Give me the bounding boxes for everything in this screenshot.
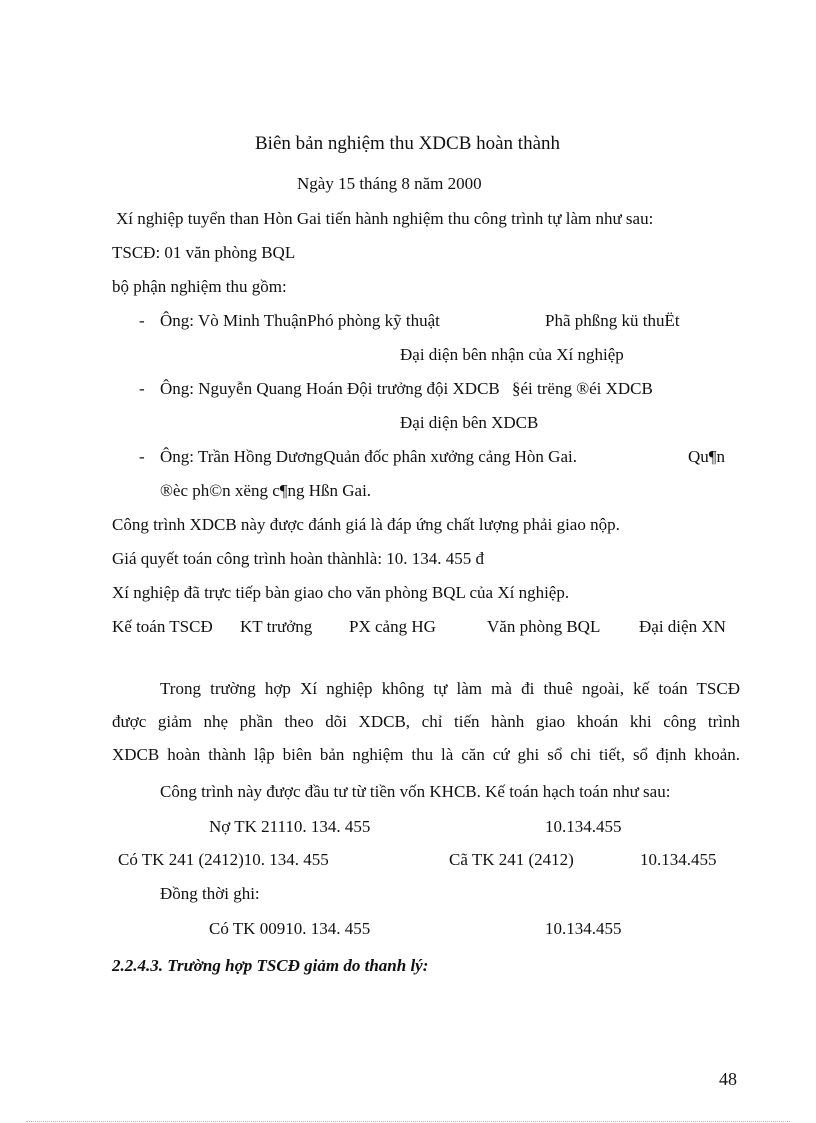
simultaneous-label: Đồng thời ghi: (160, 884, 260, 903)
footer-divider (26, 1121, 790, 1122)
signatory: Kế toán TSCĐ (112, 617, 213, 636)
credit-amount: 10.134.455 (640, 850, 717, 869)
member-3-garbled: Qu¶n (688, 447, 725, 466)
page-number: 48 (719, 1069, 737, 1089)
member-2-garbled: §éi trëng ®éi XDCB (512, 379, 653, 398)
member-1-role: Đại diện bên nhận của Xí nghiệp (400, 345, 624, 364)
paragraph-line: Trong trường hợp Xí nghiệp không tự làm mà đi thuê ngoài, kế toán TSCĐ (160, 679, 740, 698)
signatory: Văn phòng BQL (487, 617, 601, 636)
credit-garbled: Cã TK 241 (2412) (449, 850, 574, 869)
asset-line: TSCĐ: 01 văn phòng BQL (112, 243, 296, 262)
handover-line: Xí nghiệp đã trực tiếp bàn giao cho văn phòng BQL của Xí nghiệp. (112, 583, 570, 602)
assessment-line: Công trình XDCB này được đánh giá là đáp ứng chất lượng phải giao nộp. (112, 515, 620, 534)
member-3-line: Ông: Trần Hồng DươngQuản đốc phân xưởng cảng Hòn Gai. (160, 447, 577, 466)
credit-entry: Có TK 241 (2412)10. 134. 455 (118, 850, 329, 869)
funding-line: Công trình này được đầu tư từ tiền vốn KHCB. Kế toán hạch toán như sau: (160, 782, 671, 801)
offbalance-amount: 10.134.455 (545, 919, 622, 938)
member-1-garbled: Phã phßng kü thuËt (545, 311, 680, 330)
member-bullet: - (139, 379, 145, 398)
paragraph-line: XDCB hoàn thành lập biên bản nghiệm thu là căn cứ ghi sổ chi tiết, sổ định khoản. (112, 745, 740, 764)
member-bullet: - (139, 311, 145, 330)
intro-line: Xí nghiệp tuyển than Hòn Gai tiến hành nghiệm thu công trình tự làm như sau: (116, 209, 654, 228)
section-heading: 2.2.4.3. Trường hợp TSCĐ giảm do thanh lý: (112, 956, 429, 975)
member-bullet: - (139, 447, 145, 466)
signatory: KT trưởng (240, 617, 313, 636)
debit-entry: Nợ TK 21110. 134. 455 (209, 817, 371, 836)
member-2-line: Ông: Nguyễn Quang Hoán Đội trưởng đội XDCB (160, 379, 500, 398)
member-2-role: Đại diện bên XDCB (400, 413, 539, 432)
paragraph-line: được giảm nhẹ phần theo dõi XDCB, chỉ tiến hành giao khoán khi công trình (112, 712, 740, 731)
member-1-line: Ông: Vò Minh ThuậnPhó phòng kỹ thuật (160, 311, 440, 330)
member-3-continuation: ®èc ph©n xëng c¶ng Hßn Gai. (160, 481, 372, 500)
document-date: Ngày 15 tháng 8 năm 2000 (297, 174, 482, 193)
signatory: Đại diện XN (639, 617, 726, 636)
debit-amount: 10.134.455 (545, 817, 622, 836)
committee-label: bộ phận nghiệm thu gồm: (112, 277, 287, 296)
offbalance-entry: Có TK 00910. 134. 455 (209, 919, 371, 938)
signatory: PX cảng HG (349, 617, 436, 636)
settlement-line: Giá quyết toán công trình hoàn thànhlà: 10. 134. 455 đ (112, 549, 485, 568)
document-title: Biên bản nghiệm thu XDCB hoàn thành (255, 133, 561, 154)
